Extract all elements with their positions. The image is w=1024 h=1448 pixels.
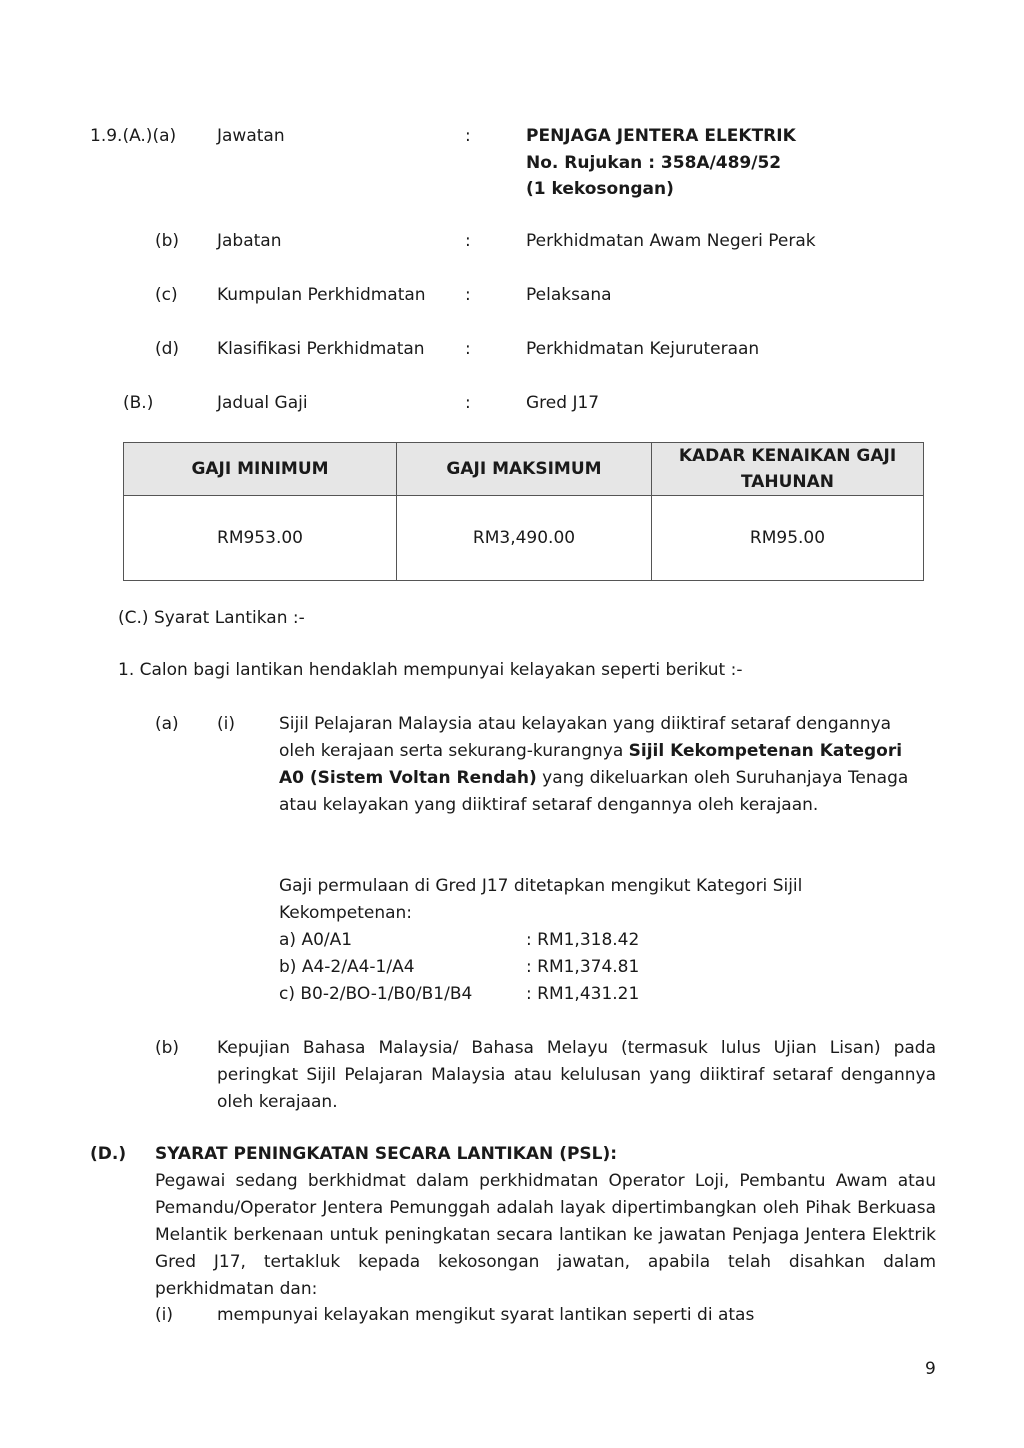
field-label-klasifikasi: Klasifikasi Perkhidmatan — [217, 339, 425, 359]
page-number: 9 — [925, 1359, 936, 1379]
field-value-jawatan: PENJAGA JENTERA ELEKTRIK — [526, 126, 796, 146]
requirement-a-text-part: Sijil Pelajaran Malaysia atau kelayakan yang diiktiraf setaraf dengannya oleh kerajaan serta sekurang-kurangnya — [279, 714, 892, 761]
reference-number: No. Rujukan : 358A/489/52 — [526, 153, 782, 173]
section-number: 1.9.(A.)(a) — [90, 126, 177, 146]
section-d-roman: (i) — [155, 1305, 173, 1325]
field-value-gred: Gred J17 — [526, 393, 600, 413]
requirement-a-text — [279, 711, 929, 819]
table-header-row — [124, 443, 924, 496]
field-colon: : — [465, 285, 471, 305]
field-value-jabatan: Perkhidmatan Awam Negeri Perak — [526, 231, 816, 251]
requirement-b-letter: (b) — [155, 1038, 180, 1058]
section-d-item-text: mempunyai kelayakan mengikut syarat lantikan seperti di atas — [217, 1305, 755, 1325]
field-value-klasifikasi: Perkhidmatan Kejuruteraan — [526, 339, 760, 359]
table-header-cell: GAJI MAKSIMUM — [397, 443, 652, 496]
section-d-text: Pegawai sedang berkhidmat dalam perkhidmatan Operator Loji, Pembantu Awam atau Pemandu/Operator Jentera Pemunggah adalah layak dipertimbangkan oleh Pihak Berkuasa Melantik berkenaan untuk peningkatan secara lantikan ke jawatan Penjaga Jentera Elektrik Gred J17, tertakluk kepada kekosongan jawatan, apabila telah disahkan dalam perkhidmatan dan: — [155, 1171, 936, 1299]
table-cell: RM953.00 — [124, 496, 397, 581]
field-label-jabatan: Jabatan — [217, 231, 282, 251]
salary-table — [123, 442, 924, 581]
starting-salary-text: Gaji permulaan di Gred J17 ditetapkan mengikut Kategori Sijil Kekompetenan: — [279, 876, 803, 923]
requirement-a-roman: (i) — [217, 714, 235, 734]
section-d-letter: (D.) — [90, 1144, 127, 1164]
grade-amount: : RM1,431.21 — [526, 984, 640, 1004]
certificate-name: Sijil Kekompetenan Kategori A0 (Sistem Voltan Rendah) — [279, 741, 903, 788]
field-colon: : — [465, 339, 471, 359]
field-label-jawatan: Jawatan — [217, 126, 285, 146]
field-colon: : — [465, 126, 471, 146]
field-label-jadual-gaji: Jadual Gaji — [217, 393, 308, 413]
field-letter-c: (c) — [155, 285, 178, 305]
grade-amount: : RM1,318.42 — [526, 930, 640, 950]
table-row — [124, 496, 924, 581]
section-d-heading: SYARAT PENINGKATAN SECARA LANTIKAN (PSL): — [155, 1144, 618, 1164]
section-c-heading: (C.) Syarat Lantikan :- — [118, 608, 305, 628]
field-letter-b: (b) — [155, 231, 180, 251]
field-label-kumpulan: Kumpulan Perkhidmatan — [217, 285, 426, 305]
vacancy-count: (1 kekosongan) — [526, 179, 674, 199]
requirement-a-letter: (a) — [155, 714, 179, 734]
table-cell: RM3,490.00 — [397, 496, 652, 581]
field-value-kumpulan: Pelaksana — [526, 285, 612, 305]
field-colon: : — [465, 393, 471, 413]
requirement-a-text-part: yang dikeluarkan oleh Suruhanjaya Tenaga atau kelayakan yang diiktiraf setaraf dengannya oleh kerajaan. — [279, 768, 909, 815]
grade-category: a) A0/A1 — [279, 930, 353, 950]
table-header-cell: KADAR KENAIKAN GAJI TAHUNAN — [652, 443, 924, 496]
grade-category: b) A4-2/A4-1/A4 — [279, 957, 415, 977]
grade-category: c) B0-2/BO-1/B0/B1/B4 — [279, 984, 473, 1004]
field-colon: : — [465, 231, 471, 251]
table-cell: RM95.00 — [652, 496, 924, 581]
section-b-letter: (B.) — [123, 393, 154, 413]
field-letter-d: (d) — [155, 339, 180, 359]
table-header-cell: GAJI MINIMUM — [124, 443, 397, 496]
grade-amount: : RM1,374.81 — [526, 957, 640, 977]
requirement-b-text: Kepujian Bahasa Malaysia/ Bahasa Melayu (termasuk lulus Ujian Lisan) pada peringkat Sijil Pelajaran Malaysia atau kelulusan yang diiktiraf setaraf dengannya oleh kerajaan. — [217, 1038, 936, 1112]
requirement-item-1: 1. Calon bagi lantikan hendaklah mempunyai kelayakan seperti berikut :- — [118, 660, 743, 680]
